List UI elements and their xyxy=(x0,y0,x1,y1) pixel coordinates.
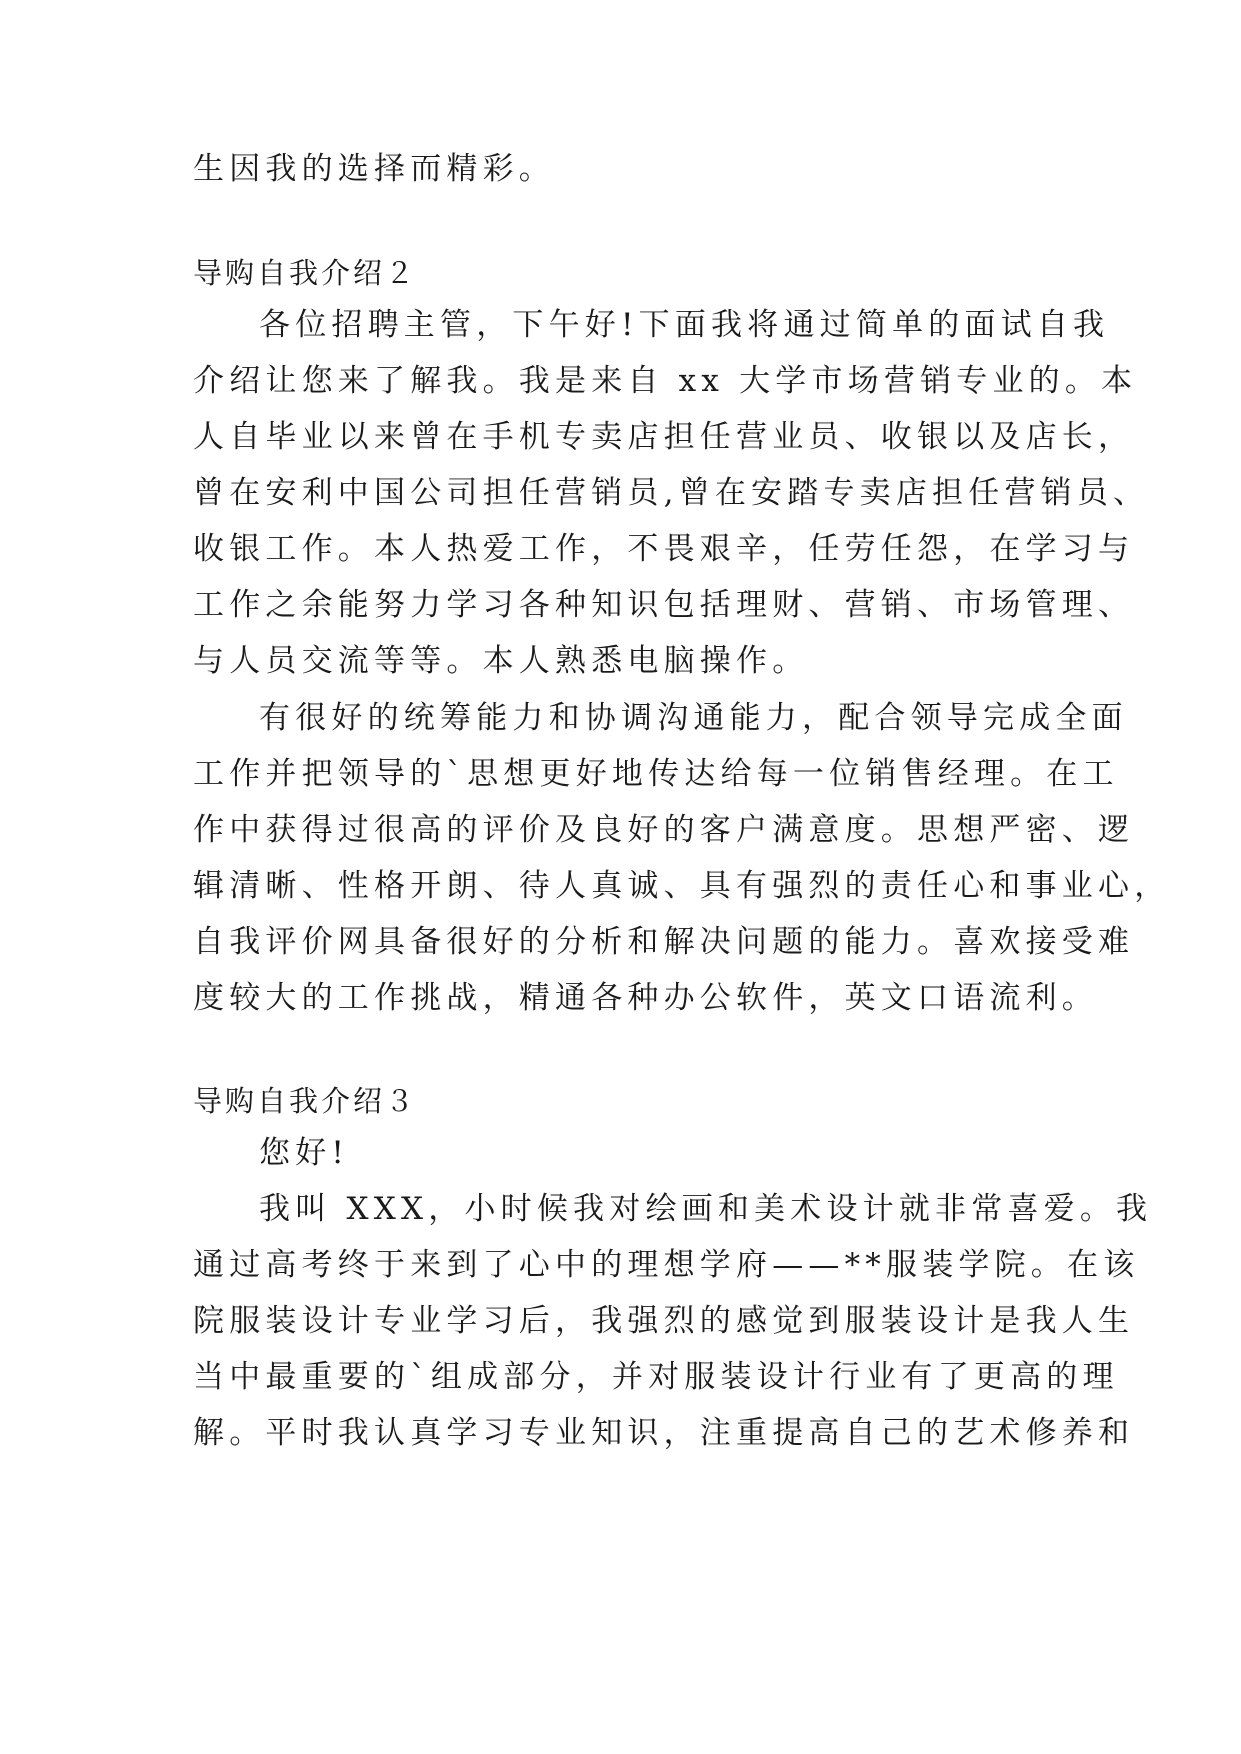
paragraph-line: 辑清晰、性格开朗、待人真诚、具有强烈的责任心和事业心， xyxy=(193,868,1171,904)
paragraph-line: 介绍让您来了解我。我是来自 xx 大学市场营销专业的。本 xyxy=(193,363,1138,399)
paragraph-line: 当中最重要的`组成部分，并对服装设计行业有了更高的理 xyxy=(193,1359,1119,1395)
paragraph-line: 作中获得过很高的评价及良好的客户满意度。思想严密、逻 xyxy=(193,812,1135,848)
paragraph-line: 与人员交流等等。本人熟悉电脑操作。 xyxy=(193,643,809,679)
paragraph-line: 工作并把领导的`思想更好地传达给每一位销售经理。在工 xyxy=(193,756,1119,792)
paragraph-line: 收银工作。本人热爱工作，不畏艰辛，任劳任怨，在学习与 xyxy=(193,531,1135,567)
paragraph-line: 度较大的工作挑战，精通各种办公软件，英文口语流利。 xyxy=(193,980,1098,1016)
paragraph-line: 工作之余能努力学习各种知识包括理财、营销、市场管理、 xyxy=(193,587,1135,623)
paragraph-line: 有很好的统筹能力和协调沟通能力，配合领导完成全面 xyxy=(259,700,1128,736)
section-3-heading: 导购自我介绍３ xyxy=(193,1084,418,1118)
paragraph-line: 曾在安利中国公司担任营销员,曾在安踏专卖店担任营销员、 xyxy=(193,475,1150,511)
paragraph-line: 人自毕业以来曾在手机专卖店担任营业员、收银以及店长， xyxy=(193,419,1135,455)
section-2-heading: 导购自我介绍２ xyxy=(193,256,418,290)
intro-tail-line: 生因我的选择而精彩。 xyxy=(193,151,555,187)
paragraph-line: 通过高考终于来到了心中的理想学府——**服装学院。在该 xyxy=(193,1247,1140,1283)
paragraph-line: 解。平时我认真学习专业知识，注重提高自己的艺术修养和 xyxy=(193,1415,1135,1451)
paragraph-line: 我叫 XXX，小时候我对绘画和美术设计就非常喜爱。我 xyxy=(259,1191,1153,1227)
paragraph-line: 自我评价网具备很好的分析和解决问题的能力。喜欢接受难 xyxy=(193,924,1135,960)
paragraph-line: 各位招聘主管，下午好!下面我将通过简单的面试自我 xyxy=(259,307,1110,343)
greeting-line: 您好! xyxy=(259,1135,350,1171)
paragraph-line: 院服装设计专业学习后，我强烈的感觉到服装设计是我人生 xyxy=(193,1303,1135,1339)
